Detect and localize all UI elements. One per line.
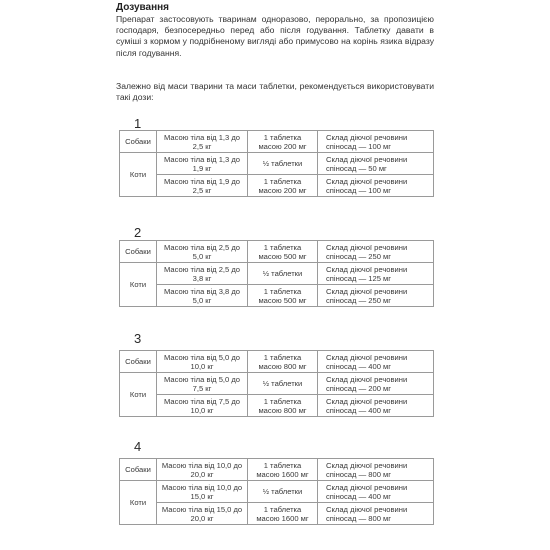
- substance-cell: Склад діючої речовини спіносад — 800 мг: [318, 459, 434, 481]
- substance-cell: Склад діючої речовини спіносад — 250 мг: [318, 241, 434, 263]
- animal-cell: Коти: [120, 373, 157, 417]
- table-row: [120, 351, 434, 373]
- table-row: [120, 263, 434, 285]
- mass-cell: Масою тіла від 2,5 до 3,8 кг: [157, 263, 248, 285]
- mass-cell: Масою тіла від 15,0 до 20,0 кг: [157, 503, 248, 525]
- section-title: Дозування: [116, 2, 169, 13]
- table-row: [120, 285, 434, 307]
- dose-table-2: [119, 240, 434, 307]
- substance-cell: Склад діючої речовини спіносад — 250 мг: [318, 285, 434, 307]
- tablet-cell: ½ таблетки: [248, 153, 318, 175]
- table-number: 2: [134, 225, 142, 240]
- tablet-cell: ½ таблетки: [248, 481, 318, 503]
- usage-paragraph: Препарат застосовують тваринам одноразово, перорально, за пропозицією господаря, безпосередньо перед або після годування. Таблетку давати в суміші з кормом у подрібненому вигляді або примусово на корінь язика відразу після годування.: [116, 14, 434, 58]
- dose-table-1: [119, 130, 434, 197]
- tablet-cell: ½ таблетки: [248, 373, 318, 395]
- mass-cell: Масою тіла від 1,3 до 1,9 кг: [157, 153, 248, 175]
- mass-cell: Масою тіла від 10,0 до 15,0 кг: [157, 481, 248, 503]
- substance-cell: Склад діючої речовини спіносад — 200 мг: [318, 373, 434, 395]
- dose-table-4: [119, 458, 434, 525]
- tablet-cell: 1 таблетка масою 200 мг: [248, 131, 318, 153]
- tablet-cell: 1 таблетка масою 200 мг: [248, 175, 318, 197]
- mass-cell: Масою тіла від 1,9 до 2,5 кг: [157, 175, 248, 197]
- mass-cell: Масою тіла від 5,0 до 10,0 кг: [157, 351, 248, 373]
- table-row: [120, 395, 434, 417]
- tablet-cell: 1 таблетка масою 1600 мг: [248, 503, 318, 525]
- substance-cell: Склад діючої речовини спіносад — 100 мг: [318, 131, 434, 153]
- tablet-cell: ½ таблетки: [248, 263, 318, 285]
- animal-cell: Коти: [120, 263, 157, 307]
- table-number: 1: [134, 116, 142, 131]
- substance-cell: Склад діючої речовини спіносад — 100 мг: [318, 175, 434, 197]
- tablet-cell: 1 таблетка масою 1600 мг: [248, 459, 318, 481]
- mass-cell: Масою тіла від 7,5 до 10,0 кг: [157, 395, 248, 417]
- table-row: [120, 373, 434, 395]
- mass-cell: Масою тіла від 3,8 до 5,0 кг: [157, 285, 248, 307]
- animal-cell: Собаки: [120, 131, 157, 153]
- substance-cell: Склад діючої речовини спіносад — 125 мг: [318, 263, 434, 285]
- tablet-cell: 1 таблетка масою 500 мг: [248, 285, 318, 307]
- mass-cell: Масою тіла від 5,0 до 7,5 кг: [157, 373, 248, 395]
- table-row: [120, 153, 434, 175]
- table-number: 4: [134, 439, 142, 454]
- tablet-cell: 1 таблетка масою 500 мг: [248, 241, 318, 263]
- mass-cell: Масою тіла від 1,3 до 2,5 кг: [157, 131, 248, 153]
- animal-cell: Собаки: [120, 241, 157, 263]
- mass-cell: Масою тіла від 2,5 до 5,0 кг: [157, 241, 248, 263]
- animal-cell: Коти: [120, 153, 157, 197]
- table-row: [120, 459, 434, 481]
- animal-cell: Собаки: [120, 351, 157, 373]
- substance-cell: Склад діючої речовини спіносад — 800 мг: [318, 503, 434, 525]
- table-row: [120, 241, 434, 263]
- table-row: [120, 503, 434, 525]
- animal-cell: Коти: [120, 481, 157, 525]
- table-row: [120, 131, 434, 153]
- table-row: [120, 481, 434, 503]
- substance-cell: Склад діючої речовини спіносад — 400 мг: [318, 395, 434, 417]
- animal-cell: Собаки: [120, 459, 157, 481]
- tablet-cell: 1 таблетка масою 800 мг: [248, 395, 318, 417]
- dose-intro-paragraph: Залежно від маси тварини та маси таблетки, рекомендується використовувати такі дози:: [116, 81, 434, 103]
- table-number: 3: [134, 331, 142, 346]
- mass-cell: Масою тіла від 10,0 до 20,0 кг: [157, 459, 248, 481]
- substance-cell: Склад діючої речовини спіносад — 400 мг: [318, 481, 434, 503]
- substance-cell: Склад діючої речовини спіносад — 400 мг: [318, 351, 434, 373]
- substance-cell: Склад діючої речовини спіносад — 50 мг: [318, 153, 434, 175]
- table-row: [120, 175, 434, 197]
- tablet-cell: 1 таблетка масою 800 мг: [248, 351, 318, 373]
- dose-table-3: [119, 350, 434, 417]
